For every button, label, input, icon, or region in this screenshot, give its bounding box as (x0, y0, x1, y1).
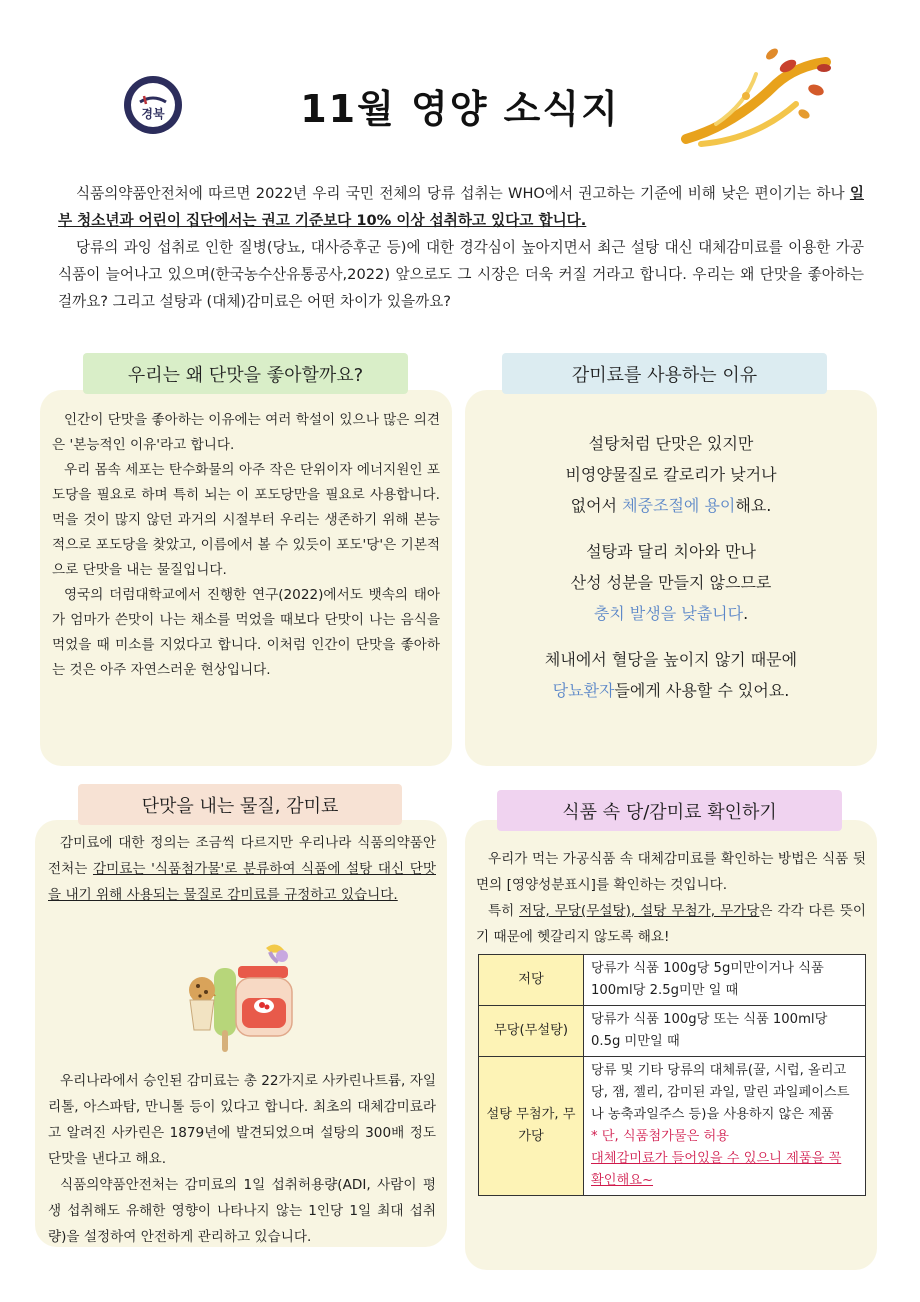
table-desc-sugar-free: 당류가 식품 100g당 또는 식품 100ml당 0.5g 미만일 때 (584, 1006, 866, 1057)
table-label-sugar-free: 무당(무설탕) (479, 1006, 584, 1057)
table-note-check: 대체감미료가 들어있을 수 있으니 제품을 꼭 확인해요~ (591, 1151, 842, 1188)
intro-highlight: 일부 청소년과 어린이 집단에서는 권고 기준보다 10% 이상 섭취하고 있다고 합니다. (58, 185, 864, 229)
section-check-food-title: 식품 속 당/감미료 확인하기 (497, 790, 842, 831)
reason-diabetes: 체내에서 혈당을 높이지 않기 때문에 당뇨환자들에게 사용할 수 있어요. (544, 650, 798, 700)
table-label-no-added-sugar: 설탕 무첨가, 무가당 (479, 1057, 584, 1196)
section-check-food-text: 우리가 먹는 가공식품 속 대체감미료를 확인하는 방법은 식품 뒷면의 [영양성분표시]를 확인하는 것입니다. 특히 저당, 무당(무설탕), 설탕 무첨가, 무가당은 각각 다른 뜻이기 때문에 헷갈리지 않도록 해요! (476, 851, 866, 945)
section-why-sweet-text: 인간이 단맛을 좋아하는 이유에는 여러 학설이 있으나 많은 의견은 '본능적인 이유'라고 합니다. 우리 몸속 세포는 탄수화물의 아주 작은 단위이자 에너지원인 포도당을 필요로 하며 특히 뇌는 이 포도당만을 필요로 사용합니다. 먹을 것이 많지 않던 과거의 시절부터 우리는 생존하기 위해 본능적으로 포도당을 찾았고, 이름에서 볼 수 있듯이 포도'당'은 기본적으로 단맛을 내는 물질입니다. 영국의 더럼대학교에서 진행한 연구(2022)에서도 뱃속의 태아가 엄마가 쓴맛이 나는 채소를 먹었을 때보다 단맛이 나는 음식을 먹었을 때 미소를 지었다고 합니다. 이처럼 인간이 단맛을 좋아하는 것은 아주 자연스러운 현상입니다. (52, 412, 440, 678)
page-title: 11월 영양 소식지 (300, 87, 620, 131)
section-sweetener-definition-title: 단맛을 내는 물질, 감미료 (78, 784, 402, 825)
section-sweetener-reasons-text (465, 428, 877, 721)
autumn-leaves-decoration (676, 44, 836, 154)
sweetener-definition-text: 감미료에 대한 정의는 조금씩 다르지만 우리나라 식품의약품안전처는 감미료는 '식품첨가물'로 분류하여 식품에 설탕 대신 단맛을 내기 위해 사용되는 물질로 감미료를 규정하고 있습니다. (48, 835, 436, 903)
intro-paragraph-2: 당류의 과잉 섭취로 인한 질병(당뇨, 대사증후군 등)에 대한 경각심이 높아지면서 최근 설탕 대신 대체감미료를 이용한 가공식품이 늘어나고 있으며(한국농수산유통공사,2022) 앞으로도 그 시장은 더욱 커질 거라고 합니다. 우리는 왜 단맛을 좋아하는 걸까요? 그리고 설탕과 (대체)감미료은 어떤 차이가 있을까요? (58, 239, 864, 310)
reason-teeth: 설탕과 달리 치아와 만나 산성 성분을 만들지 않으므로 충치 발생을 낮춥니다. (570, 542, 772, 623)
logo-text: 경북 (141, 107, 165, 121)
table-row (479, 1006, 866, 1057)
muffin-jar-illustration (186, 938, 300, 1054)
table-label-low-sugar: 저당 (479, 955, 584, 1006)
table-desc-low-sugar: 당류가 식품 100g당 5g미만이거나 식품 100ml당 2.5g미만 일 때 (584, 955, 866, 1006)
table-note-additive: * 단, 식품첨가물은 허용 (591, 1129, 730, 1144)
table-row (479, 1057, 866, 1196)
sweetener-history-text: 우리나라에서 승인된 감미료는 총 22가지로 사카린나트륨, 자일리톨, 아스파탐, 만니톨 등이 있다고 합니다. 최초의 대체감미료라고 알려진 사카린은 1879년에 발견되었으며 설탕의 300배 정도 단맛을 낸다고 해요. 식품의약품안전처는 감미료의 1일 섭취허용량(ADI, 사람이 평생 섭취해도 유해한 영향이 나타나지 않는 1인당 1일 최대 섭취량)을 설정하여 안전하게 관리하고 있습니다. (48, 1073, 436, 1245)
intro-text (58, 180, 864, 315)
intro-paragraph-1: 식품의약품안전처에 따르면 2022년 우리 국민 전체의 당류 섭취는 WHO에서 권고하는 기준에 비해 낮은 편이기는 하나 일부 청소년과 어린이 집단에서는 권고 기준보다 10% 이상 섭취하고 있다고 합니다. (58, 185, 864, 229)
sugar-labeling-table (478, 954, 866, 1196)
table-row (479, 955, 866, 1006)
section-why-sweet-title: 우리는 왜 단맛을 좋아할까요? (83, 353, 408, 394)
reason-weight: 설탕처럼 단맛은 있지만 비영양물질로 칼로리가 낮거나 없어서 체중조절에 용이해요. (565, 434, 777, 515)
table-desc-no-added-sugar: 당류 및 기타 당류의 대체류(꿀, 시럽, 올리고당, 잼, 젤리, 감미된 과일, 말린 과일페이스트나 농축과일주스 등)을 사용하지 않은 제품 * 단, 식품첨가물은 허용 대체감미료가 들어있을 수 있으니 제품을 꼭 확인해요~ (584, 1057, 866, 1196)
section-sweetener-reasons-title: 감미료를 사용하는 이유 (502, 353, 827, 394)
